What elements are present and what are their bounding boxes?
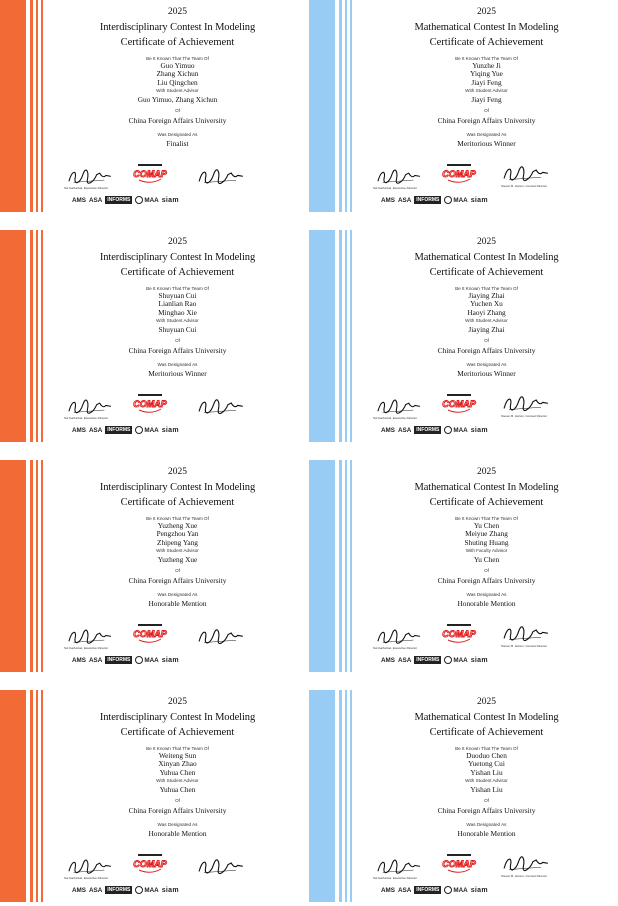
of-label: Of bbox=[175, 338, 180, 343]
team-member: Duoduo Chen bbox=[466, 751, 507, 760]
team-member: Yunzhe Ji bbox=[472, 61, 501, 70]
signature-caption-left: Sol Garfunkel, Executive Director bbox=[64, 876, 109, 880]
designated-label: Was Designated As bbox=[157, 362, 198, 367]
left-signature-icon bbox=[375, 856, 421, 878]
team-members bbox=[355, 522, 618, 547]
be-known-label: Be It Known That The Team Of bbox=[146, 746, 209, 751]
advisor-label: With Faculty Advisor bbox=[465, 548, 508, 553]
ams-logo: AMS bbox=[72, 426, 86, 434]
right-signature-icon bbox=[501, 623, 549, 645]
stripe bbox=[345, 460, 347, 672]
decorative-stripes bbox=[0, 0, 46, 212]
stripe bbox=[41, 690, 43, 902]
university-name: China Foreign Affairs University bbox=[128, 346, 227, 355]
designated-label: Was Designated As bbox=[157, 822, 198, 827]
maa-globe-icon bbox=[444, 196, 452, 204]
year: 2025 bbox=[477, 467, 496, 477]
team-member: Meiyue Zhang bbox=[465, 529, 508, 539]
team-member: Pengzhou Yan bbox=[156, 529, 199, 539]
team-member: Shuting Huang bbox=[464, 537, 509, 547]
team-member: Weiteng Sun bbox=[158, 751, 197, 760]
maa-globe-icon bbox=[135, 196, 143, 204]
contest-name: Interdisciplinary Contest In Modeling bbox=[99, 712, 256, 723]
university-name: China Foreign Affairs University bbox=[128, 806, 227, 815]
contest-name: Interdisciplinary Contest In Modeling bbox=[99, 252, 256, 263]
designated-label: Was Designated As bbox=[466, 822, 507, 827]
university-name: China Foreign Affairs University bbox=[437, 116, 536, 125]
stripe bbox=[0, 0, 26, 212]
stripe bbox=[339, 0, 342, 212]
siam-logo: siam bbox=[161, 886, 179, 894]
be-known-label: Be It Known That The Team Of bbox=[455, 746, 518, 751]
stripe bbox=[309, 690, 335, 902]
stripe bbox=[30, 230, 33, 442]
decorative-stripes bbox=[309, 460, 355, 672]
certificate-card bbox=[0, 0, 309, 212]
be-known-label: Be It Known That The Team Of bbox=[146, 56, 209, 61]
stripe bbox=[41, 0, 43, 212]
certificate-content bbox=[46, 230, 309, 442]
informs-logo: INFORMS bbox=[107, 657, 131, 663]
maa-logo bbox=[135, 426, 158, 434]
maa-globe-icon bbox=[444, 426, 452, 434]
team-member: Yuchen Xu bbox=[470, 299, 503, 309]
informs-logo: INFORMS bbox=[416, 427, 440, 433]
stripe bbox=[30, 460, 33, 672]
signature-row bbox=[355, 620, 618, 668]
maa-label: MAA bbox=[453, 426, 468, 434]
maa-logo bbox=[444, 196, 467, 204]
left-signature-icon bbox=[375, 626, 421, 648]
informs-logo: INFORMS bbox=[416, 657, 440, 663]
maa-label: MAA bbox=[144, 656, 159, 664]
ams-logo: AMS bbox=[381, 886, 395, 894]
siam-logo: siam bbox=[161, 656, 179, 664]
university-name: China Foreign Affairs University bbox=[437, 806, 536, 815]
left-signature-icon bbox=[375, 396, 421, 418]
contest-name: Interdisciplinary Contest In Modeling bbox=[99, 22, 256, 33]
maa-globe-icon bbox=[444, 886, 452, 894]
comap-logo-icon bbox=[133, 854, 167, 874]
comap-logo-icon bbox=[442, 394, 476, 414]
team-member: Yiqing Yue bbox=[470, 69, 503, 79]
certificate-card bbox=[309, 690, 618, 902]
informs-logo: INFORMS bbox=[416, 197, 440, 203]
team-member: Yu Chen bbox=[473, 521, 500, 530]
left-signature-icon bbox=[66, 626, 112, 648]
asa-logo: ASA bbox=[89, 656, 103, 664]
left-signature-icon bbox=[66, 396, 112, 418]
of-label: Of bbox=[175, 108, 180, 113]
siam-logo: siam bbox=[470, 426, 488, 434]
ams-logo: AMS bbox=[381, 426, 395, 434]
of-label: Of bbox=[484, 568, 489, 573]
asa-logo: ASA bbox=[398, 886, 412, 894]
stripe bbox=[36, 690, 38, 902]
certificate-title: Certificate of Achievement bbox=[429, 727, 544, 738]
certificate-card bbox=[0, 230, 309, 442]
signature-caption-right: Steven B. Horton, Contest Director bbox=[501, 414, 548, 418]
maa-logo bbox=[444, 656, 467, 664]
year: 2025 bbox=[477, 697, 496, 707]
stripe bbox=[309, 0, 335, 212]
svg-text:COMAP: COMAP bbox=[442, 169, 476, 179]
team-member: Liu Qingchen bbox=[157, 77, 198, 87]
sponsor-logos bbox=[381, 884, 488, 896]
right-signature-icon bbox=[196, 856, 244, 878]
stripe bbox=[309, 230, 335, 442]
year: 2025 bbox=[168, 697, 187, 707]
team-members bbox=[46, 752, 309, 777]
contest-name: Mathematical Contest In Modeling bbox=[414, 252, 559, 263]
designated-label: Was Designated As bbox=[157, 132, 198, 137]
stripe bbox=[0, 230, 26, 442]
team-members bbox=[355, 752, 618, 777]
contest-name: Mathematical Contest In Modeling bbox=[414, 712, 559, 723]
university-name: China Foreign Affairs University bbox=[437, 576, 536, 585]
decorative-stripes bbox=[0, 690, 46, 902]
maa-logo bbox=[135, 886, 158, 894]
team-member: Shuyuan Cui bbox=[158, 291, 197, 300]
advisor-label: With Student Advisor bbox=[156, 548, 199, 553]
sponsor-logos bbox=[381, 194, 488, 206]
right-signature-icon bbox=[196, 166, 244, 188]
siam-logo: siam bbox=[161, 426, 179, 434]
stripe bbox=[339, 230, 342, 442]
informs-logo: INFORMS bbox=[107, 887, 131, 893]
signature-row bbox=[355, 160, 618, 208]
team-member: Yuzheng Xue bbox=[157, 521, 198, 530]
asa-logo: ASA bbox=[89, 196, 103, 204]
sponsor-logos bbox=[72, 884, 179, 896]
team-member: Xinyan Zhao bbox=[158, 759, 197, 769]
siam-logo: siam bbox=[470, 656, 488, 664]
comap-logo-icon bbox=[442, 624, 476, 644]
team-member: Jiayi Feng bbox=[471, 77, 502, 87]
stripe bbox=[41, 230, 43, 442]
advisor-label: With Student Advisor bbox=[156, 318, 199, 323]
signature-row bbox=[46, 850, 309, 898]
of-label: Of bbox=[484, 338, 489, 343]
be-known-label: Be It Known That The Team Of bbox=[455, 56, 518, 61]
award-title: Finalist bbox=[166, 139, 189, 148]
advisor-name: Jiaying Zhai bbox=[468, 325, 505, 334]
comap-logo-icon bbox=[442, 164, 476, 184]
certificate-card bbox=[0, 460, 309, 672]
certificate-title: Certificate of Achievement bbox=[120, 727, 235, 738]
be-known-label: Be It Known That The Team Of bbox=[146, 516, 209, 521]
designated-label: Was Designated As bbox=[466, 362, 507, 367]
ams-logo: AMS bbox=[72, 886, 86, 894]
stripe bbox=[350, 690, 352, 902]
signature-caption-right: Steven B. Horton, Contest Director bbox=[501, 644, 548, 648]
year: 2025 bbox=[168, 7, 187, 17]
informs-logo: INFORMS bbox=[107, 427, 131, 433]
signature-row bbox=[355, 850, 618, 898]
designated-label: Was Designated As bbox=[157, 592, 198, 597]
asa-logo: ASA bbox=[89, 426, 103, 434]
svg-text:COMAP: COMAP bbox=[442, 859, 476, 869]
team-member: Jiaying Zhai bbox=[468, 291, 505, 300]
decorative-stripes bbox=[309, 0, 355, 212]
left-signature-icon bbox=[66, 166, 112, 188]
certificate-title: Certificate of Achievement bbox=[120, 267, 235, 278]
certificate-content bbox=[46, 0, 309, 212]
stripe bbox=[0, 460, 26, 672]
certificate-card bbox=[0, 690, 309, 902]
right-signature-icon bbox=[501, 853, 549, 875]
signature-caption-left: Sol Garfunkel, Executive Director bbox=[373, 646, 418, 650]
informs-logo: INFORMS bbox=[416, 887, 440, 893]
right-signature-icon bbox=[501, 163, 549, 185]
sponsor-logos bbox=[72, 194, 179, 206]
stripe bbox=[36, 230, 38, 442]
contest-name: Mathematical Contest In Modeling bbox=[414, 482, 559, 493]
of-label: Of bbox=[484, 798, 489, 803]
team-member: Zhipeng Yang bbox=[157, 537, 198, 547]
year: 2025 bbox=[477, 237, 496, 247]
right-signature-icon bbox=[501, 393, 549, 415]
siam-logo: siam bbox=[470, 196, 488, 204]
svg-text:COMAP: COMAP bbox=[442, 399, 476, 409]
ams-logo: AMS bbox=[72, 196, 86, 204]
stripe bbox=[339, 690, 342, 902]
siam-logo: siam bbox=[161, 196, 179, 204]
team-member: Zhang Xichun bbox=[156, 69, 199, 79]
certificate-content bbox=[46, 690, 309, 902]
advisor-name: Yu Chen bbox=[473, 555, 500, 564]
certificate-title: Certificate of Achievement bbox=[120, 497, 235, 508]
of-label: Of bbox=[175, 798, 180, 803]
maa-label: MAA bbox=[453, 886, 468, 894]
award-title: Honorable Mention bbox=[148, 599, 207, 608]
maa-logo bbox=[444, 886, 467, 894]
signature-caption-left: Sol Garfunkel, Executive Director bbox=[373, 416, 418, 420]
maa-label: MAA bbox=[453, 656, 468, 664]
advisor-name: Yuzheng Xue bbox=[157, 555, 198, 564]
stripe bbox=[339, 460, 342, 672]
asa-logo: ASA bbox=[89, 886, 103, 894]
stripe bbox=[345, 690, 347, 902]
year: 2025 bbox=[168, 467, 187, 477]
be-known-label: Be It Known That The Team Of bbox=[455, 516, 518, 521]
maa-globe-icon bbox=[135, 426, 143, 434]
decorative-stripes bbox=[0, 230, 46, 442]
sponsor-logos bbox=[72, 654, 179, 666]
maa-globe-icon bbox=[135, 886, 143, 894]
be-known-label: Be It Known That The Team Of bbox=[455, 286, 518, 291]
signature-row bbox=[46, 160, 309, 208]
university-name: China Foreign Affairs University bbox=[128, 116, 227, 125]
left-signature-icon bbox=[66, 856, 112, 878]
year: 2025 bbox=[168, 237, 187, 247]
svg-text:COMAP: COMAP bbox=[133, 169, 167, 179]
team-members bbox=[355, 292, 618, 317]
maa-label: MAA bbox=[144, 196, 159, 204]
comap-logo-icon bbox=[133, 394, 167, 414]
certificate-title: Certificate of Achievement bbox=[429, 497, 544, 508]
stripe bbox=[345, 230, 347, 442]
stripe bbox=[350, 460, 352, 672]
certificate-card bbox=[309, 230, 618, 442]
team-member: Lianlian Rao bbox=[158, 299, 197, 309]
year: 2025 bbox=[477, 7, 496, 17]
certificate-content bbox=[355, 230, 618, 442]
award-title: Meritorious Winner bbox=[457, 369, 516, 378]
team-member: Haoyi Zhang bbox=[467, 307, 506, 317]
signature-caption-left: Sol Garfunkel, Executive Director bbox=[373, 876, 418, 880]
svg-text:COMAP: COMAP bbox=[133, 629, 167, 639]
signature-caption-left: Sol Garfunkel, Executive Director bbox=[64, 416, 109, 420]
maa-label: MAA bbox=[144, 886, 159, 894]
signature-caption-left: Sol Garfunkel, Executive Director bbox=[373, 186, 418, 190]
team-member: Yuetong Cui bbox=[468, 759, 505, 769]
be-known-label: Be It Known That The Team Of bbox=[146, 286, 209, 291]
team-member: Yuhua Chen bbox=[159, 767, 196, 777]
stripe bbox=[345, 0, 347, 212]
award-title: Honorable Mention bbox=[457, 599, 516, 608]
asa-logo: ASA bbox=[398, 656, 412, 664]
ams-logo: AMS bbox=[381, 196, 395, 204]
award-title: Meritorious Winner bbox=[457, 139, 516, 148]
signature-row bbox=[355, 390, 618, 438]
comap-logo-icon bbox=[133, 164, 167, 184]
certificate-title: Certificate of Achievement bbox=[120, 37, 235, 48]
certificate-title: Certificate of Achievement bbox=[429, 37, 544, 48]
maa-label: MAA bbox=[144, 426, 159, 434]
stripe bbox=[350, 0, 352, 212]
maa-logo bbox=[444, 426, 467, 434]
signature-caption-right: Steven B. Horton, Contest Director bbox=[501, 184, 548, 188]
advisor-name: Yishan Liu bbox=[470, 785, 503, 794]
stripe bbox=[36, 0, 38, 212]
advisor-name: Shuyuan Cui bbox=[158, 325, 197, 334]
advisor-label: With Student Advisor bbox=[465, 318, 508, 323]
designated-label: Was Designated As bbox=[466, 592, 507, 597]
of-label: Of bbox=[175, 568, 180, 573]
university-name: China Foreign Affairs University bbox=[128, 576, 227, 585]
ams-logo: AMS bbox=[72, 656, 86, 664]
team-member: Yishan Liu bbox=[470, 767, 503, 777]
maa-logo bbox=[135, 656, 158, 664]
signature-row bbox=[46, 620, 309, 668]
maa-label: MAA bbox=[453, 196, 468, 204]
advisor-name: Yuhua Chen bbox=[159, 785, 196, 794]
certificate-card bbox=[309, 460, 618, 672]
stripe bbox=[0, 690, 26, 902]
advisor-name: Guo Yimuo, Zhang Xichun bbox=[137, 95, 218, 104]
ams-logo: AMS bbox=[381, 656, 395, 664]
stripe bbox=[41, 460, 43, 672]
certificate-title: Certificate of Achievement bbox=[429, 267, 544, 278]
team-members bbox=[46, 292, 309, 317]
sponsor-logos bbox=[72, 424, 179, 436]
signature-caption-left: Sol Garfunkel, Executive Director bbox=[64, 646, 109, 650]
contest-name: Interdisciplinary Contest In Modeling bbox=[99, 482, 256, 493]
advisor-name: Jiayi Feng bbox=[471, 95, 502, 104]
university-name: China Foreign Affairs University bbox=[437, 346, 536, 355]
decorative-stripes bbox=[0, 460, 46, 672]
certificate-card bbox=[309, 0, 618, 212]
right-signature-icon bbox=[196, 626, 244, 648]
svg-text:COMAP: COMAP bbox=[133, 399, 167, 409]
designated-label: Was Designated As bbox=[466, 132, 507, 137]
svg-text:COMAP: COMAP bbox=[442, 629, 476, 639]
team-member: Guo Yimuo bbox=[160, 61, 195, 70]
sponsor-logos bbox=[381, 424, 488, 436]
comap-logo-icon bbox=[133, 624, 167, 644]
signature-row bbox=[46, 390, 309, 438]
stripe bbox=[30, 0, 33, 212]
asa-logo: ASA bbox=[398, 426, 412, 434]
stripe bbox=[350, 230, 352, 442]
team-members bbox=[46, 62, 309, 87]
signature-caption-right: Steven B. Horton, Contest Director bbox=[501, 874, 548, 878]
asa-logo: ASA bbox=[398, 196, 412, 204]
of-label: Of bbox=[484, 108, 489, 113]
award-title: Honorable Mention bbox=[457, 829, 516, 838]
maa-globe-icon bbox=[444, 656, 452, 664]
certificate-content bbox=[355, 460, 618, 672]
svg-text:COMAP: COMAP bbox=[133, 859, 167, 869]
informs-logo: INFORMS bbox=[107, 197, 131, 203]
certificate-content bbox=[355, 690, 618, 902]
advisor-label: With Student Advisor bbox=[465, 778, 508, 783]
siam-logo: siam bbox=[470, 886, 488, 894]
team-members bbox=[46, 522, 309, 547]
right-signature-icon bbox=[196, 396, 244, 418]
stripe bbox=[309, 460, 335, 672]
sponsor-logos bbox=[381, 654, 488, 666]
stripe bbox=[30, 690, 33, 902]
decorative-stripes bbox=[309, 690, 355, 902]
team-member: Minghao Xie bbox=[158, 307, 197, 317]
certificate-content bbox=[46, 460, 309, 672]
award-title: Meritorious Winner bbox=[148, 369, 207, 378]
maa-logo bbox=[135, 196, 158, 204]
comap-logo-icon bbox=[442, 854, 476, 874]
signature-caption-left: Sol Garfunkel, Executive Director bbox=[64, 186, 109, 190]
left-signature-icon bbox=[375, 166, 421, 188]
decorative-stripes bbox=[309, 230, 355, 442]
stripe bbox=[36, 460, 38, 672]
award-title: Honorable Mention bbox=[148, 829, 207, 838]
advisor-label: With Student Advisor bbox=[156, 778, 199, 783]
team-members bbox=[355, 62, 618, 87]
maa-globe-icon bbox=[135, 656, 143, 664]
advisor-label: With Student Advisor bbox=[156, 88, 199, 93]
contest-name: Mathematical Contest In Modeling bbox=[414, 22, 559, 33]
certificate-content bbox=[355, 0, 618, 212]
advisor-label: With Student Advisor bbox=[465, 88, 508, 93]
